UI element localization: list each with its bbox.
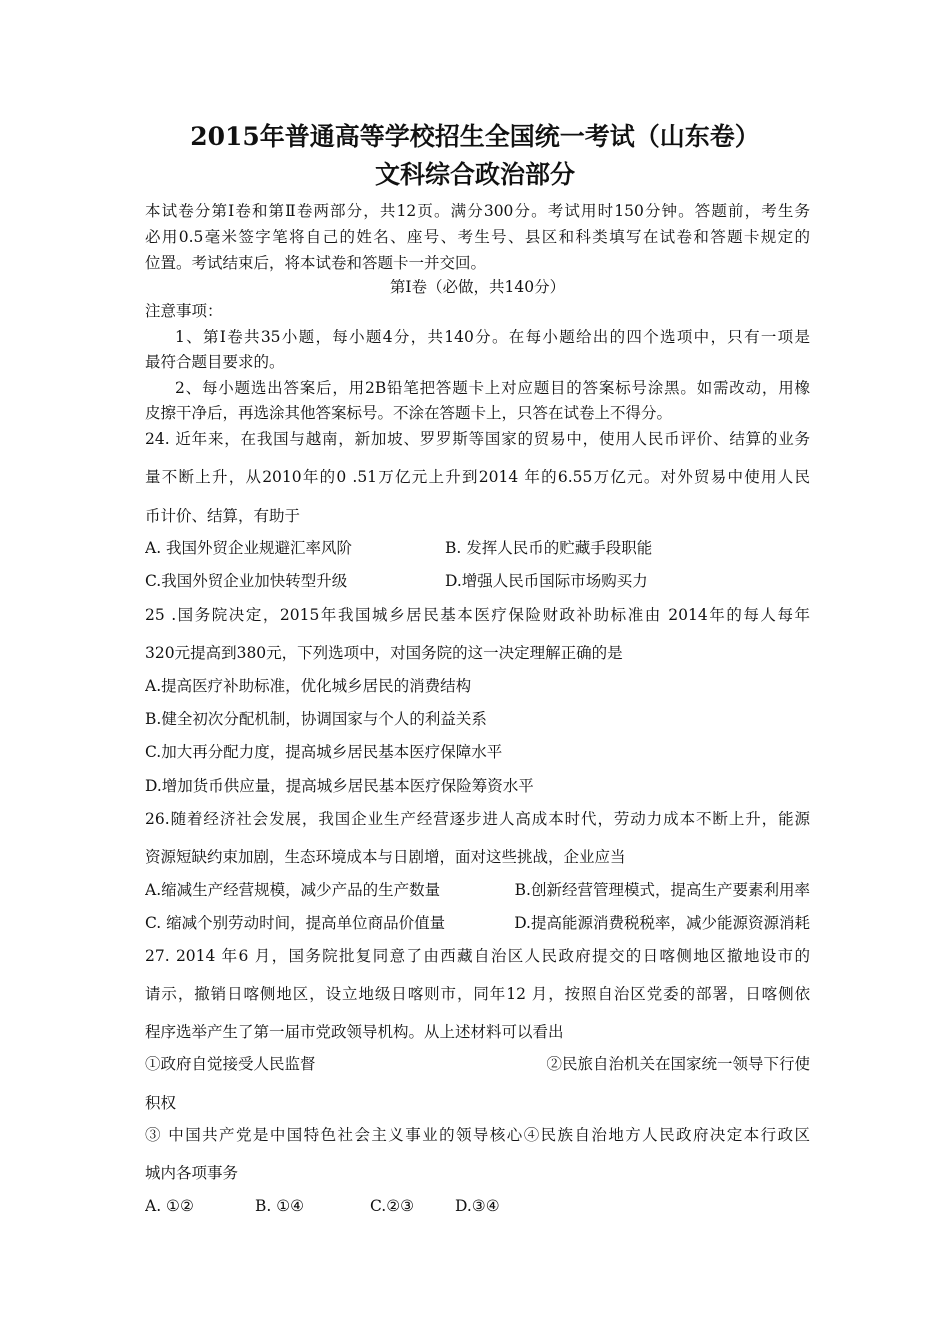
q27-option-c: C.②③ [370, 1197, 415, 1215]
q27-options-row [145, 1195, 810, 1217]
q25-option-d: D.增加货币供应量，提高城乡居民基本医疗保险筹资水平 [145, 777, 534, 795]
q26-options-row-2 [145, 912, 810, 934]
q24-line-3: 币计价、结算，有助于 [145, 507, 301, 525]
q25-option-c: C.加大再分配力度，提高城乡居民基本医疗保障水平 [145, 743, 503, 761]
q26-option-c: C. 缩减个别劳动时间，提高单位商品价值量 [145, 914, 446, 932]
q27-statement-3-4: ③ 中国共产党是中国特色社会主义事业的领导核心④民族自治地方人民政府决定本行政区 [145, 1126, 810, 1144]
q24-options-row-1 [145, 537, 810, 559]
q27-statement-2: ②民旅自治机关在国家统一领导下行使 [546, 1055, 810, 1073]
q24-option-c: C.我国外贸企业加快转型升级 [145, 572, 348, 590]
q27-option-a: A. ①② [145, 1197, 194, 1215]
q24-option-d: D.增强人民币国际市场购买力 [445, 572, 648, 590]
q27-statement-2-cont: 积权 [145, 1094, 177, 1112]
q27-statement-4-cont: 城内各项事务 [145, 1164, 239, 1182]
q26-line-1: 26.随着经济社会发展，我国企业生产经营逐步进人高成本时代，劳动力成本不断上升，能源 [145, 810, 810, 828]
q27-option-d: D.③④ [455, 1197, 500, 1215]
q26-option-b: B.创新经营管理模式，提高生产要素利用率 [514, 881, 810, 899]
q27-line-3: 程序选举产生了第一届市党政领导机构。从上述材料可以看出 [145, 1023, 564, 1041]
q26-option-d: D.提高能源消费税税率，减少能源资源消耗 [514, 914, 810, 932]
q24-option-a: A. 我国外贸企业规避汇率风阶 [145, 539, 353, 557]
exam-subtitle: 文科综合政治部分 [374, 160, 575, 189]
note-2-line-2: 皮擦干净后，再选涂其他答案标号。不涂在答题卡上，只答在试卷上不得分。 [145, 404, 673, 422]
q27-statement-1: ①政府自觉接受人民监督 [145, 1055, 316, 1073]
q24-option-b: B. 发挥人民币的贮藏手段职能 [445, 539, 653, 557]
intro-line-2: 必用0.5毫米签字笔将自己的姓名、座号、考生号、县区和科类填写在试卷和答题卡规定的 [145, 228, 810, 246]
q27-option-b: B. ①④ [255, 1197, 305, 1215]
intro-line-3: 位置。考试结束后，将本试卷和答题卡一并交回。 [145, 254, 487, 272]
q25-line-1: 25 .国务院决定，2015年我国城乡居民基本医疗保险财政补助标准由 2014年的每人每年 [145, 606, 810, 624]
q27-line-2: 请示，撤销日喀侧地区，设立地级日喀则市，同年12 月，按照自治区党委的部署，日喀侧依 [145, 985, 810, 1003]
note-2-line-1: 2、每小题选出答案后，用2B铅笔把答题卡上对应题目的答案标号涂黑。如需改动，用橡 [175, 379, 810, 397]
section-heading: 第Ⅰ卷（必做，共140分） [389, 278, 566, 296]
q26-options-row-1 [145, 879, 810, 901]
note-1-line-2: 最符合题目要求的。 [145, 353, 285, 371]
exam-title: 2015年普通高等学校招生全国统一考试（山东卷） [190, 122, 760, 151]
q24-line-1: 24. 近年来，在我国与越南，新加坡、罗罗斯等国家的贸易中，使用人民币评价、结算的业务 [145, 430, 810, 448]
q24-options-row-2 [145, 570, 810, 592]
q25-option-b: B.健全初次分配机制，协调国家与个人的利益关系 [145, 710, 487, 728]
q27-statements-row-1 [145, 1053, 810, 1075]
q26-option-a: A.缩减生产经营规模，减少产品的生产数量 [145, 881, 441, 899]
q25-option-a: A.提高医疗补助标准，优化城乡居民的消费结构 [145, 677, 472, 695]
intro-line-1: 本试卷分第Ⅰ卷和第Ⅱ卷两部分，共12页。满分300分。考试用时150分钟。答题前，考生务 [145, 202, 810, 220]
q26-line-2: 资源短缺约束加剧，生态环境成本与日剧增，面对这些挑战，企业应当 [145, 848, 626, 866]
q27-line-1: 27. 2014 年6 月，国务院批复同意了由西藏自治区人民政府提交的日喀侧地区撤地设市的 [145, 947, 810, 965]
q24-line-2: 量不断上升，从2010年的0 .51万亿元上升到2014 年的6.55万亿元。对外贸易中使用人民 [145, 468, 810, 486]
notes-heading: 注意事项： [145, 302, 223, 320]
note-1-line-1: 1、第Ⅰ卷共35小题，每小题4分，共140分。在每小题给出的四个选项中，只有一项是 [175, 328, 810, 346]
q25-line-2: 320元提高到380元，下列选项中，对国务院的这一决定理解正确的是 [145, 644, 623, 662]
